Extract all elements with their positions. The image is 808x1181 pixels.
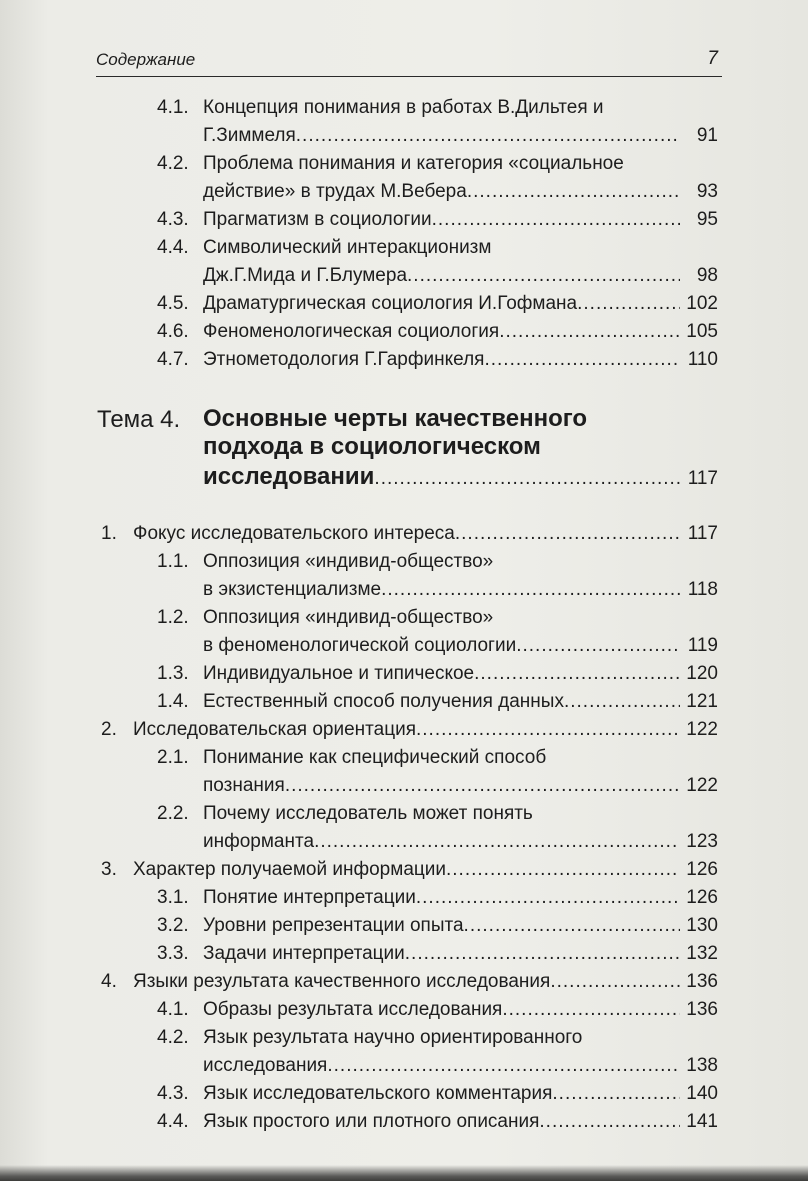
- entry-title: Исследовательская ориентация: [133, 719, 416, 740]
- entry-page: 93: [696, 181, 718, 202]
- theme-page: 117: [687, 468, 718, 489]
- dot-leader: [516, 632, 680, 660]
- theme-title-line: Основные черты качественного: [203, 405, 588, 432]
- entry-title: Язык исследовательского комментария: [203, 1083, 553, 1104]
- dot-leader: [499, 318, 680, 346]
- toc-entry-row: [0, 1024, 808, 1052]
- toc-section-row: [0, 716, 808, 744]
- dot-leader: [474, 660, 680, 688]
- leader-line: [203, 940, 718, 968]
- leader-line: [203, 122, 718, 150]
- entry-page: 118: [687, 579, 718, 600]
- toc-entry-row: [0, 206, 808, 234]
- entry-page: 136: [686, 971, 718, 992]
- leader-line: [203, 290, 718, 318]
- entry-page: 122: [686, 719, 718, 740]
- entry-number: 4.3.: [157, 1083, 189, 1104]
- leader-line: [203, 178, 718, 206]
- entry-page: 122: [686, 775, 718, 796]
- entry-title: Уровни репрезентации опыта: [203, 915, 464, 936]
- dot-leader: [327, 1052, 680, 1080]
- entry-title: Фокус исследовательского интереса: [133, 523, 455, 544]
- entry-title: Естественный способ получения данных: [203, 691, 564, 712]
- theme-title-line: подхода в социологическом: [203, 433, 541, 460]
- entry-page: 138: [686, 1055, 718, 1076]
- toc-entry-row: [0, 548, 808, 576]
- entry-page: 121: [686, 691, 718, 712]
- dot-leader: [550, 968, 680, 996]
- leader-line: [203, 1080, 718, 1108]
- toc-entry-row: [0, 318, 808, 346]
- dot-leader: [405, 940, 680, 968]
- leader-line: [133, 968, 718, 996]
- entry-page: 126: [686, 859, 718, 880]
- entry-title: познания: [203, 775, 285, 796]
- toc-entry-row: [0, 122, 808, 150]
- entry-title: исследования: [203, 1055, 328, 1076]
- dot-leader: [285, 772, 680, 800]
- entry-number: 3.2.: [157, 915, 189, 936]
- leader-line: [203, 688, 718, 716]
- entry-title: Этнометодология Г.Гарфинкеля: [203, 349, 485, 370]
- entry-title: Язык результата научно ориентированного: [203, 1027, 583, 1048]
- dot-leader: [296, 122, 680, 150]
- entry-page: 130: [686, 915, 718, 936]
- toc-section-row: [0, 520, 808, 548]
- leader-line: [203, 1108, 718, 1136]
- toc-entry-row: [0, 912, 808, 940]
- dot-leader: [381, 576, 680, 604]
- entry-number: 4.3.: [157, 209, 189, 230]
- entry-title: Языки результата качественного исследования: [133, 971, 551, 992]
- leader-line: [133, 716, 718, 744]
- leader-line: [203, 772, 718, 800]
- entry-title: Оппозиция «индивид-общество»: [203, 551, 494, 572]
- entry-number: 4.2.: [157, 153, 189, 174]
- entry-page: 123: [686, 831, 718, 852]
- page-edge-shadow: [0, 1165, 808, 1181]
- entry-title: Язык простого или плотного описания: [203, 1111, 540, 1132]
- header-page-number: 7: [707, 48, 718, 69]
- header-title: Содержание: [96, 50, 196, 69]
- entry-number: 3.1.: [157, 887, 189, 908]
- dot-leader: [432, 206, 680, 234]
- toc-entry-row: [0, 576, 808, 604]
- dot-leader: [464, 912, 680, 940]
- dot-leader: [577, 290, 680, 318]
- entry-number: 1.2.: [157, 607, 189, 628]
- toc-entry-row: [0, 996, 808, 1024]
- entry-page: 91: [696, 125, 718, 146]
- entry-number: 2.: [101, 719, 117, 740]
- toc-section-row: [0, 856, 808, 884]
- entry-number: 4.1.: [157, 97, 189, 118]
- toc-entry-row: [0, 772, 808, 800]
- entry-number: 4.4.: [157, 1111, 189, 1132]
- entry-title: Понятие интерпретации: [203, 887, 416, 908]
- entry-title: Характер получаемой информации: [133, 859, 446, 880]
- entry-number: 3.3.: [157, 943, 189, 964]
- entry-page: 110: [687, 349, 718, 370]
- entry-number: 1.: [101, 523, 117, 544]
- toc-entry-row: [0, 94, 808, 122]
- leader-line: [203, 206, 718, 234]
- running-header: [96, 46, 722, 77]
- dot-leader: [552, 1080, 680, 1108]
- dot-leader: [564, 688, 680, 716]
- toc-entry-row: [0, 234, 808, 262]
- toc-entry-row: [0, 884, 808, 912]
- entry-page: 105: [686, 321, 718, 342]
- entry-number: 4.5.: [157, 293, 189, 314]
- entry-page: 120: [686, 663, 718, 684]
- dot-leader: [467, 178, 680, 206]
- entry-number: 4.1.: [157, 999, 189, 1020]
- entry-number: 1.3.: [157, 663, 189, 684]
- leader-line: [203, 318, 718, 346]
- leader-line: [203, 346, 718, 374]
- entry-page: 119: [687, 635, 718, 656]
- dot-leader: [407, 262, 680, 290]
- toc-entry-row: [0, 1080, 808, 1108]
- entry-number: 3.: [101, 859, 117, 880]
- toc-entry-row: [0, 828, 808, 856]
- toc-entry-row: [0, 688, 808, 716]
- leader-line: [133, 856, 718, 884]
- entry-number: 1.4.: [157, 691, 189, 712]
- leader-line: [203, 463, 718, 493]
- toc-entry-row: [0, 800, 808, 828]
- toc-entry-row: [0, 150, 808, 178]
- entry-title: Прагматизм в социологии: [203, 209, 432, 230]
- toc-entry-row: [0, 1052, 808, 1080]
- entry-title: действие» в трудах М.Вебера: [203, 181, 467, 202]
- toc-entry-row: [0, 744, 808, 772]
- entry-number: 4.7.: [157, 349, 189, 370]
- toc-entry-row: [0, 262, 808, 290]
- entry-page: 141: [686, 1111, 718, 1132]
- entry-title: Г.Зиммеля: [203, 125, 296, 146]
- entry-page: 117: [687, 523, 718, 544]
- dot-leader: [416, 716, 680, 744]
- entry-title: Проблема понимания и категория «социальное: [203, 153, 624, 174]
- leader-line: [203, 884, 718, 912]
- entry-title: в экзистенциализме: [203, 579, 382, 600]
- entry-page: 95: [696, 209, 718, 230]
- toc-entry-row: [0, 346, 808, 374]
- entry-number: 2.1.: [157, 747, 189, 768]
- leader-line: [203, 1052, 718, 1080]
- entry-number: 4.2.: [157, 1027, 189, 1048]
- theme-title-last-row: [0, 463, 808, 491]
- entry-title: Индивидуальное и типическое: [203, 663, 475, 684]
- entry-title: Драматургическая социология И.Гофмана: [203, 293, 578, 314]
- entry-number: 2.2.: [157, 803, 189, 824]
- toc-entry-row: [0, 178, 808, 206]
- theme-label: Тема 4.: [97, 406, 181, 433]
- entry-page: 98: [696, 265, 718, 286]
- entry-title: в феноменологической социологии: [203, 635, 517, 656]
- entry-page: 136: [686, 999, 718, 1020]
- entry-page: 140: [686, 1083, 718, 1104]
- dot-leader: [374, 465, 680, 493]
- entry-title: Концепция понимания в работах В.Дильтея и: [203, 97, 604, 118]
- entry-number: 4.6.: [157, 321, 189, 342]
- leader-line: [203, 576, 718, 604]
- entry-title: Феноменологическая социология: [203, 321, 500, 342]
- entry-title: Дж.Г.Мида и Г.Блумера: [203, 265, 408, 286]
- entry-number: 1.1.: [157, 551, 189, 572]
- entry-title: Символический интеракционизм: [203, 237, 492, 258]
- toc-section-row: [0, 968, 808, 996]
- dot-leader: [539, 1108, 680, 1136]
- entry-title: Задачи интерпретации: [203, 943, 405, 964]
- dot-leader: [455, 520, 680, 548]
- dot-leader: [484, 346, 680, 374]
- entry-page: 102: [686, 293, 718, 314]
- toc-entry-row: [0, 1108, 808, 1136]
- entry-title: Оппозиция «индивид-общество»: [203, 607, 494, 628]
- toc-entry-row: [0, 604, 808, 632]
- dot-leader: [314, 828, 680, 856]
- leader-line: [203, 632, 718, 660]
- entry-title: информанта: [203, 831, 315, 852]
- dot-leader: [446, 856, 680, 884]
- toc-entry-row: [0, 660, 808, 688]
- entry-title: Понимание как специфический способ: [203, 747, 547, 768]
- toc-entry-row: [0, 632, 808, 660]
- entry-number: 4.: [101, 971, 117, 992]
- leader-line: [203, 996, 718, 1024]
- entry-title: Образы результата исследования: [203, 999, 503, 1020]
- dot-leader: [416, 884, 680, 912]
- leader-line: [203, 828, 718, 856]
- leader-line: [203, 912, 718, 940]
- dot-leader: [502, 996, 680, 1024]
- leader-line: [203, 262, 718, 290]
- entry-number: 4.4.: [157, 237, 189, 258]
- leader-line: [133, 520, 718, 548]
- entry-page: 132: [686, 943, 718, 964]
- toc-entry-row: [0, 940, 808, 968]
- theme-title-line: исследовании: [203, 463, 375, 490]
- leader-line: [203, 660, 718, 688]
- toc-entry-row: [0, 290, 808, 318]
- entry-title: Почему исследователь может понять: [203, 803, 533, 824]
- entry-page: 126: [686, 887, 718, 908]
